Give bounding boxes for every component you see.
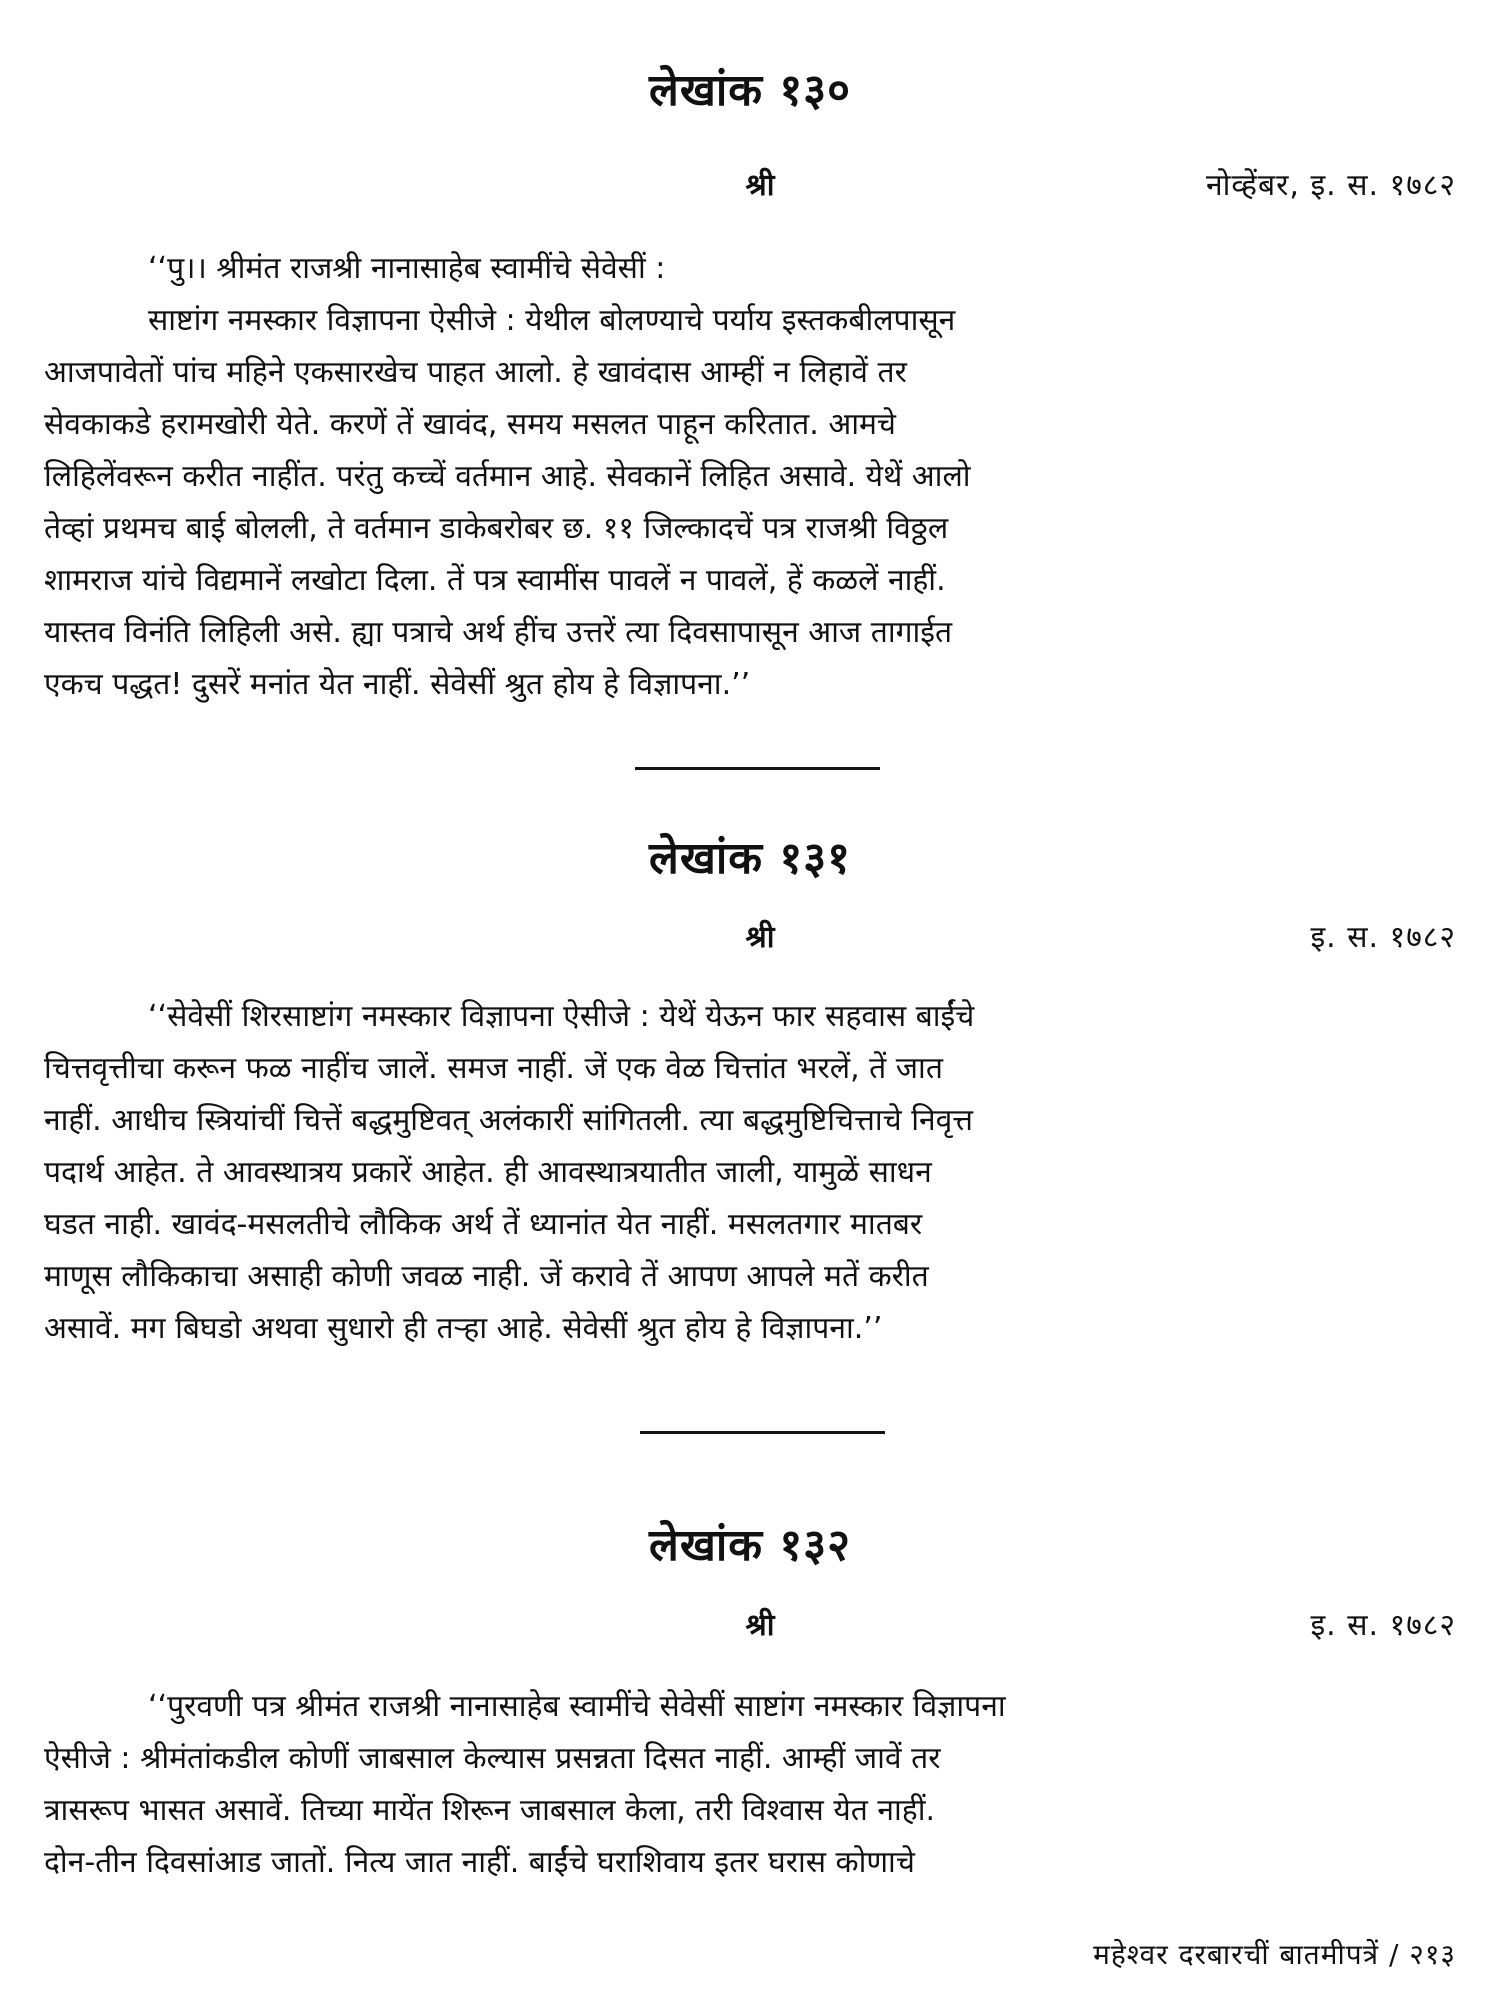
text-line: चित्तवृत्तीचा करून फळ नाहींच जालें. समज नाहीं. जें एक वेळ चित्तांत भरलें, तें जात xyxy=(44,1051,943,1086)
letter-heading: लेखांक १३२ xyxy=(649,1520,851,1571)
letter-body xyxy=(44,243,1456,711)
text-line: साष्टांग नमस्कार विज्ञापना ऐसीजे : येथील बोलण्याचे पर्याय इस्तकबीलपासून xyxy=(148,303,956,338)
text-line: लिहिलेंवरून करीत नाहींत. परंतु कच्चें वर्तमान आहे. सेवकानें लिहित असावे. येथें आलो xyxy=(44,459,971,494)
text-line: नाहीं. आधीच स्त्रियांचीं चित्तें बद्धमुष्टिवत् अलंकारीं सांगितली. त्या बद्धमुष्टिचित्ताचे निवृत्त xyxy=(44,1103,974,1138)
text-line: आजपावेतों पांच महिने एकसारखेच पाहत आलो. हे खावंदास आम्हीं न लिहावें तर xyxy=(44,355,907,390)
text-line: एकच पद्धत! दुसरें मनांत येत नाहीं. सेवेसीं श्रुत होय हे विज्ञापना.’’ xyxy=(44,667,751,702)
letter-date: नोव्हेंबर, इ. स. १७८२ xyxy=(1205,168,1456,203)
text-line: यास्तव विनंति लिहिली असे. ह्या पत्राचे अर्थ हींच उत्तरें त्या दिवसापासून आज तागाईत xyxy=(44,615,953,650)
text-line: सेवकाकडे हरामखोरी येते. करणें तें खावंद, समय मसलत पाहून करितात. आमचे xyxy=(44,407,896,442)
letter-body xyxy=(44,1681,1456,1889)
text-line: असावें. मग बिघडो अथवा सुधारो ही तऱ्हा आहे. सेवेसीं श्रुत होय हे विज्ञापना.’’ xyxy=(44,1311,883,1346)
text-line: घडत नाही. खावंद-मसलतीचे लौकिक अर्थ तें ध्यानांत येत नाहीं. मसलतगार मातबर xyxy=(44,1207,923,1242)
shri-invocation: श्री xyxy=(745,168,775,203)
shri-invocation: श्री xyxy=(745,1608,775,1643)
text-line: शामराज यांचे विद्यमानें लखोटा दिला. तें पत्र स्वामींस पावलें न पावलें, हें कळलें नाहीं. xyxy=(44,563,946,598)
text-line: ‘‘सेवेसीं शिरसाष्टांग नमस्कार विज्ञापना ऐसीजे : येथें येऊन फार सहवास बाईंचे xyxy=(148,999,975,1034)
text-line: माणूस लौकिकाचा असाही कोणी जवळ नाही. जें करावे तें आपण आपले मतें करीत xyxy=(44,1259,929,1294)
text-line: दोन-तीन दिवसांआड जातों. नित्य जात नाहीं. बाईंचे घराशिवाय इतर घरास कोणाचे xyxy=(44,1845,915,1880)
letter-date: इ. स. १७८२ xyxy=(1310,920,1456,955)
text-line: त्रासरूप भासत असावें. तिच्या मायेंत शिरून जाबसाल केला, तरी विश्वास येत नाहीं. xyxy=(44,1793,936,1828)
text-line: पदार्थ आहेत. ते आवस्थात्रय प्रकारें आहेत. ही आवस्थात्रयातीत जाली, यामुळें साधन xyxy=(44,1155,932,1190)
text-line: ‘‘पुरवणी पत्र श्रीमंत राजश्री नानासाहेब स्वामींचे सेवेसीं साष्टांग नमस्कार विज्ञापना xyxy=(148,1689,1006,1724)
letter-date: इ. स. १७८२ xyxy=(1310,1608,1456,1643)
page-footer: महेश्वर दरबारचीं बातमीपत्रें / २१३ xyxy=(1093,1938,1456,1971)
shri-invocation: श्री xyxy=(745,920,775,955)
section-divider xyxy=(640,1431,885,1434)
text-line: ‘‘पु।। श्रीमंत राजश्री नानासाहेब स्वामींचे सेवेसीं : xyxy=(148,251,666,286)
letter-heading: लेखांक १३१ xyxy=(649,833,851,884)
letter-body xyxy=(44,991,1456,1355)
text-line: ऐसीजे : श्रीमंतांकडील कोणीं जाबसाल केल्यास प्रसन्नता दिसत नाहीं. आम्हीं जावें तर xyxy=(44,1741,941,1776)
section-divider xyxy=(635,767,880,770)
text-line: तेव्हां प्रथमच बाई बोलली, ते वर्तमान डाकेबरोबर छ. ११ जिल्कादचें पत्र राजश्री विठ्ठल xyxy=(44,511,949,546)
letter-heading: लेखांक १३० xyxy=(649,65,851,116)
